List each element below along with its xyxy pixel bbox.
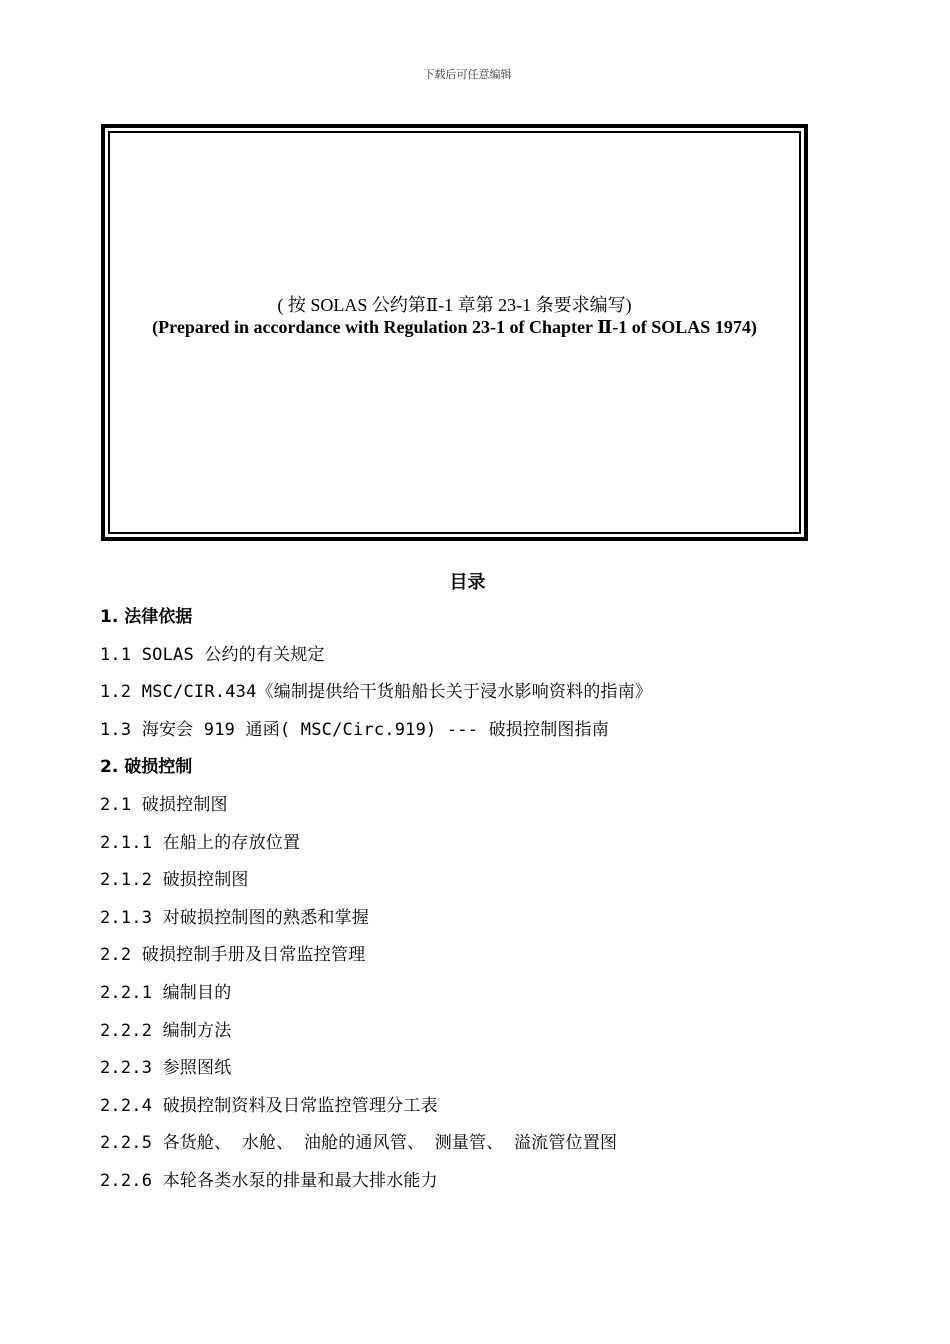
prepared-note-chinese: ( 按 SOLAS 公约第Ⅱ-1 章第 23-1 条要求编写) xyxy=(277,295,632,315)
title-frame xyxy=(101,124,808,541)
toc-item: 2.2.3 参照图纸 xyxy=(100,1058,232,1079)
page-header-note: 下载后可任意编辑 xyxy=(423,68,512,81)
toc-item: 2.2.6 本轮各类水泵的排量和最大排水能力 xyxy=(100,1170,438,1191)
toc-item: 2.2.1 编制目的 xyxy=(100,982,232,1003)
title-frame-inner-border xyxy=(108,131,801,534)
toc-item: 2.1.1 在船上的存放位置 xyxy=(100,832,301,853)
toc-item: 1.1 SOLAS 公约的有关规定 xyxy=(100,644,325,665)
toc-item: 1.2 MSC/CIR.434《编制提供给干货船船长关于浸水影响资料的指南》 xyxy=(100,682,653,703)
table-of-contents xyxy=(100,604,860,1206)
toc-item: 2. 破损控制 xyxy=(100,757,193,778)
toc-item: 2.2.5 各货舱、 水舱、 油舱的通风管、 测量管、 溢流管位置图 xyxy=(100,1133,618,1154)
prepared-note-english: (Prepared in accordance with Regulation 23-1 of Chapter Ⅱ-1 of SOLAS 1974) xyxy=(152,317,757,337)
toc-item: 2.2 破损控制手册及日常监控管理 xyxy=(100,945,366,966)
toc-item: 2.2.4 破损控制资料及日常监控管理分工表 xyxy=(100,1095,438,1116)
toc-item: 1.3 海安会 919 通函( MSC/Circ.919) --- 破损控制图指南 xyxy=(100,719,610,740)
toc-item: 2.1 破损控制图 xyxy=(100,794,228,815)
toc-item: 2.2.2 编制方法 xyxy=(100,1020,232,1041)
toc-item: 1. 法律依据 xyxy=(100,607,193,627)
toc-item: 2.1.2 破损控制图 xyxy=(100,870,249,891)
toc-item: 2.1.3 对破损控制图的熟悉和掌握 xyxy=(100,907,370,928)
toc-title: 目录 xyxy=(449,572,486,593)
